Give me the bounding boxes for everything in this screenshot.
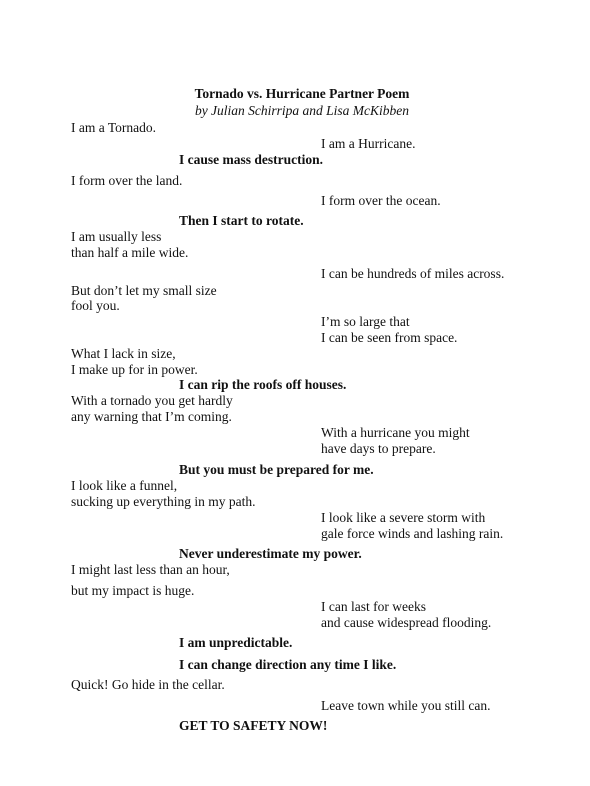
tornado-line: but my impact is huge.	[71, 583, 195, 598]
tornado-line: any warning that I’m coming.	[71, 409, 232, 424]
shared-line: I am unpredictable.	[179, 635, 293, 650]
tornado-line: But don’t let my small size	[71, 283, 217, 298]
hurricane-line: I can be hundreds of miles across.	[321, 266, 505, 281]
hurricane-line: I’m so large that	[321, 314, 410, 329]
hurricane-line: and cause widespread flooding.	[321, 615, 492, 630]
hurricane-line: Leave town while you still can.	[321, 698, 491, 713]
hurricane-line: I look like a severe storm with	[321, 510, 486, 525]
hurricane-line: I can last for weeks	[321, 599, 426, 614]
shared-line: But you must be prepared for me.	[179, 462, 374, 477]
tornado-line: I look like a funnel,	[71, 478, 178, 493]
hurricane-line: I form over the ocean.	[321, 193, 441, 208]
tornado-line: fool you.	[71, 298, 120, 313]
shared-line: I cause mass destruction.	[179, 152, 323, 167]
tornado-line: than half a mile wide.	[71, 245, 189, 260]
shared-line: GET TO SAFETY NOW!	[179, 718, 328, 733]
shared-line: I can rip the roofs off houses.	[179, 377, 347, 392]
tornado-line: I am a Tornado.	[71, 120, 157, 135]
tornado-line: I make up for in power.	[71, 362, 198, 377]
hurricane-line: I can be seen from space.	[321, 330, 458, 345]
title-block	[0, 85, 590, 119]
hurricane-line: I am a Hurricane.	[321, 136, 416, 151]
hurricane-line: gale force winds and lashing rain.	[321, 526, 504, 541]
hurricane-line: have days to prepare.	[321, 441, 436, 456]
tornado-line: What I lack in size,	[71, 346, 176, 361]
poem-title: Tornado vs. Hurricane Partner Poem	[194, 86, 410, 101]
shared-line: Never underestimate my power.	[179, 546, 362, 561]
tornado-line: With a tornado you get hardly	[71, 393, 233, 408]
shared-line: I can change direction any time I like.	[179, 657, 397, 672]
poem-byline: by Julian Schirripa and Lisa McKibben	[194, 103, 410, 118]
tornado-line: I form over the land.	[71, 173, 183, 188]
shared-line: Then I start to rotate.	[179, 213, 304, 228]
hurricane-line: With a hurricane you might	[321, 425, 470, 440]
tornado-line: I might last less than an hour,	[71, 562, 230, 577]
tornado-line: Quick! Go hide in the cellar.	[71, 677, 225, 692]
tornado-line: sucking up everything in my path.	[71, 494, 256, 509]
tornado-line: I am usually less	[71, 229, 162, 244]
